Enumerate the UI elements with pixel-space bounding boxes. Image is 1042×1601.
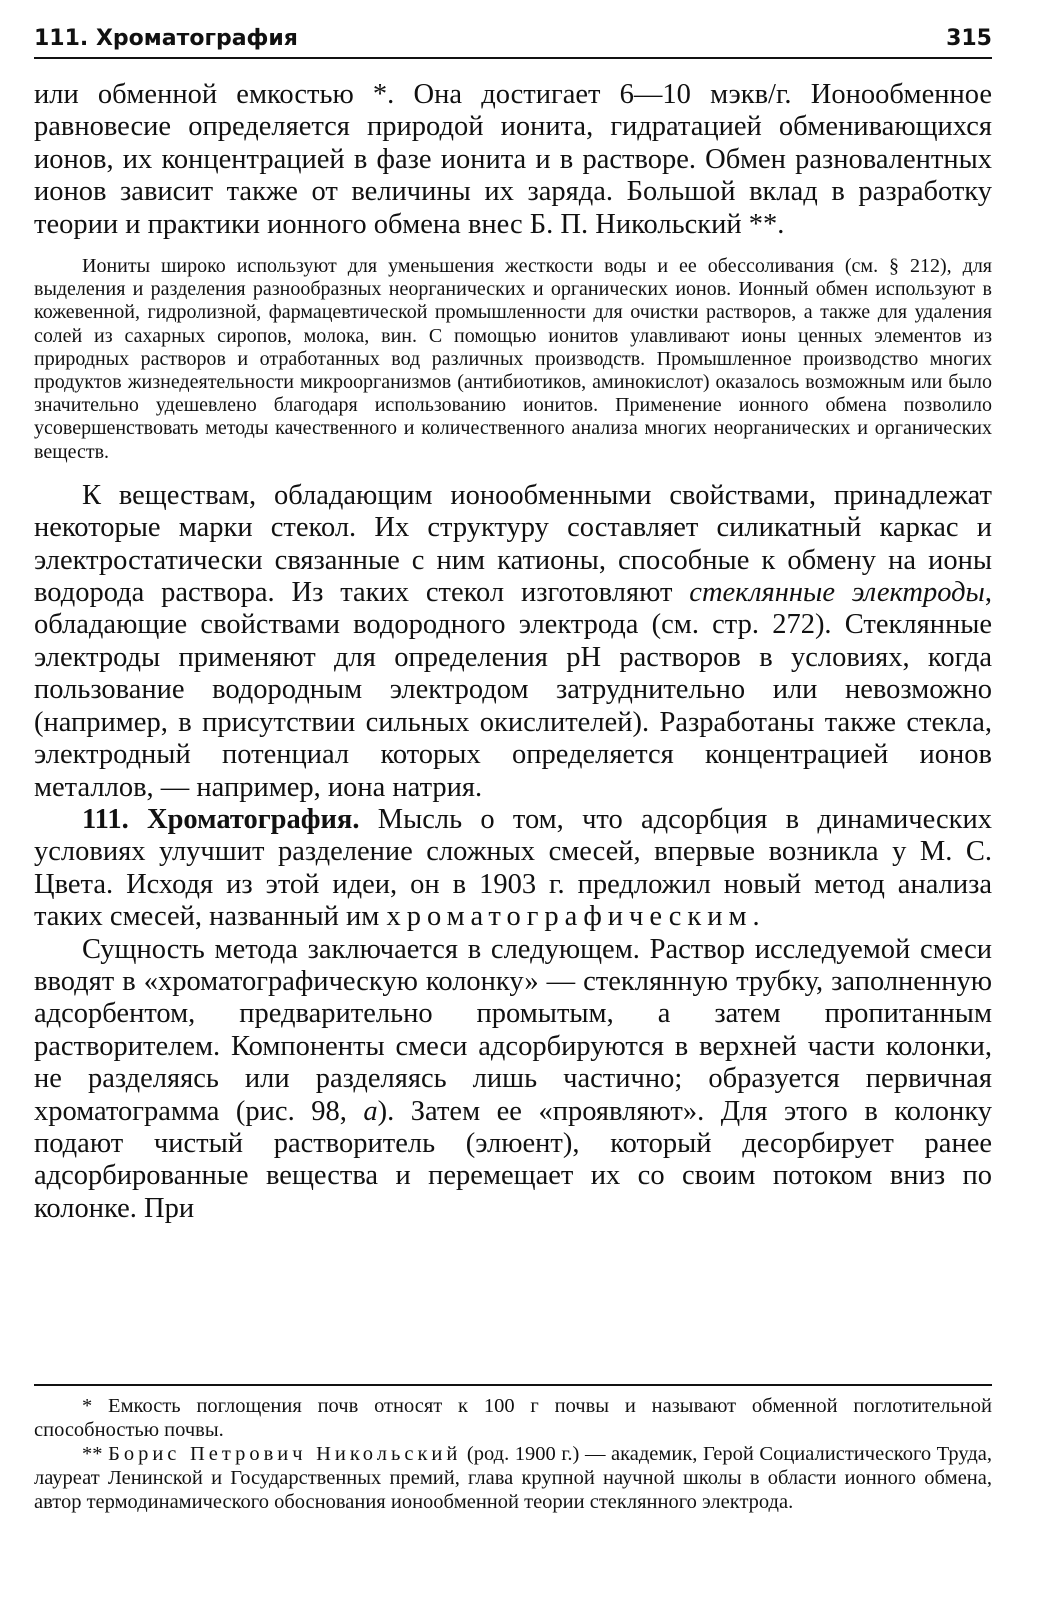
- running-title: 111. Хроматография: [34, 26, 298, 51]
- italic-letter: а: [363, 1095, 378, 1127]
- paragraph-text: ). Затем ее «проявляют». Для этого в колонку подают чистый растворитель (элюент), который десорбирует ранее адсорбированные вещества и перемещает их со своим потоком вниз по колонке. При: [34, 1095, 993, 1224]
- paragraph-text: Мысль о том, что адсорбция в динамических условиях улучшит разделение сложных смесей, впервые возникла у М. С. Цвета. Исходя из этой идеи, он в 1903 г. предложил новый метод анализа таких смесей, названный им: [34, 803, 992, 933]
- footnote-1: * Емкость поглощения почв относят к 100 г почвы и называют обменной поглотительной способностью почвы.: [34, 1395, 992, 1441]
- page-number: 315: [946, 26, 992, 51]
- paragraph-text: К веществам, обладающим ионообменными свойствами, принадлежат некоторые марки стекол. Их структуру составляет силикатный каркас и электростатически связанные с ним катионы, способные к обмену на ионы водорода раствора. Из таких стекол изготовляют: [34, 479, 992, 609]
- paragraph-1: или обменной емкостью *. Она достигает 6—10 мэкв/г. Ионообменное равновесие определяется природой ионита, гидратацией обменивающихся ионов, их концентрацией в фазе ионита и в растворе. Обмен разновалентных ионов зависит также от величины их заряда. Большой вклад в разработку теории и практики ионного обмена внес Б. П. Никольский **.: [34, 79, 992, 240]
- paragraph-text: .: [752, 901, 760, 933]
- paragraph-glass-electrodes: [34, 480, 992, 804]
- spaced-term: хроматографическим: [386, 901, 753, 933]
- footnote-2: [34, 1442, 992, 1514]
- page-body: [34, 79, 992, 1225]
- footnote-name: Борис Петрович Никольский: [108, 1443, 462, 1465]
- paragraph-text: , обладающие свойствами водородного электрода (см. стр. 272). Стеклянные электроды применяют для определения pH растворов в условиях, когда пользование водородным электродом затруднительно или невозможно (например, в присутствии сильных окислителей). Разработаны также стекла, электродный потенциал которых определяется концентрацией ионов металлов, — например, иона натрия.: [34, 577, 992, 803]
- running-header: [34, 26, 992, 59]
- small-print-paragraph: Иониты широко используют для уменьшения жесткости воды и ее обессоливания (см. § 212), для выделения и разделения разнообразных неорганических и органических ионов. Ионный обмен используют в кожевенной, гидролизной, фармацевтической промышленности для очистки растворов, а также для удаления солей из сахарных сиропов, молока, вин. С помощью ионитов улавливают ионы ценных элементов из природных растворов и отработанных вод различных производств. Промышленное производство многих продуктов жизнедеятельности микроорганизмов (антибиотиков, аминокислот) оказалось возможным или было значительно удешевлено благодаря использованию ионитов. Применение ионного обмена позволило усовершенствовать методы качественного и количественного анализа многих неорганических и органических веществ.: [34, 255, 992, 463]
- footnotes: [34, 1384, 992, 1514]
- section-title: Хроматография.: [147, 803, 360, 835]
- paragraph-text: Сущность метода заключается в следующем. Раствор исследуемой смеси вводят в «хроматографическую колонку» — стеклянную трубку, заполненную адсорбентом, предварительно промытым, а затем пропитанным растворителем. Компоненты смеси адсорбируются в верхней части колонки, не разделяясь или разделяясь лишь частично; образуется первичная хроматограмма (рис. 98,: [34, 933, 992, 1127]
- italic-term: стеклянные электроды: [689, 577, 985, 609]
- footnote-mark: **: [82, 1443, 109, 1465]
- footnote-text: (род. 1900 г.) — академик, Герой Социалистического Труда, лауреат Ленинской и Государственных премий, глава крупной научной школы в области ионного обмена, автор термодинамического обоснования ионообменной теории стеклянного электрода.: [34, 1443, 992, 1513]
- section-chromatography: [34, 804, 992, 934]
- paragraph-method: [34, 934, 992, 1226]
- section-number: 111.: [82, 803, 129, 835]
